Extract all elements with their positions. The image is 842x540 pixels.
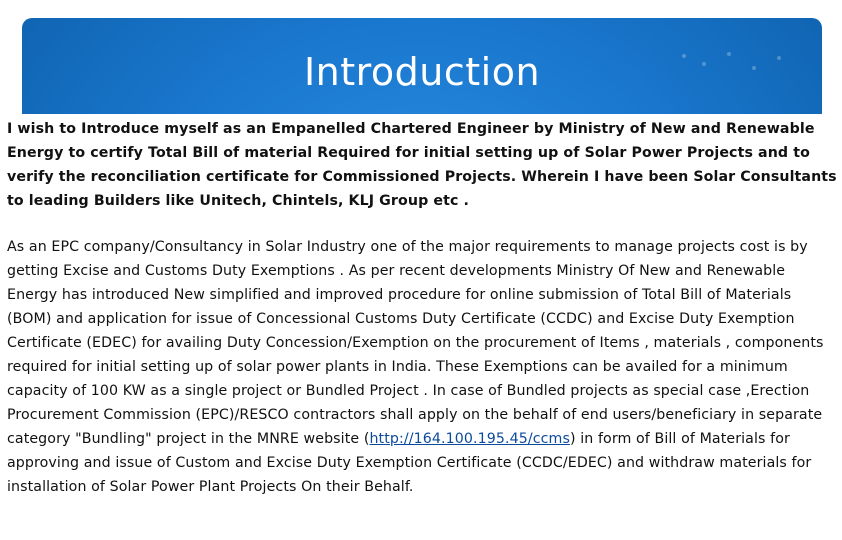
slide-title: Introduction bbox=[303, 50, 541, 94]
details-paragraph bbox=[7, 235, 837, 499]
intro-paragraph: I wish to Introduce myself as an Empanelled Chartered Engineer by Ministry of New and Renewable Energy to certify Total Bill of material Required for initial setting up of Solar Power Projects and to verify the reconciliation certificate for Commissioned Projects. Wherein I have been Solar Consultants to leading Builders like Unitech, Chintels, KLJ Group etc . bbox=[7, 121, 837, 209]
details-text-end: ) in form of Bill of Materials for approving and issue of Custom and Excise Duty Exemption Certificate (CCDC/EDEC) and withdraw materials for installation of Solar Power Plant Projects On their Behalf. bbox=[7, 431, 812, 495]
slide-body bbox=[7, 117, 837, 499]
mnre-website-link[interactable]: http://164.100.195.45/ccms bbox=[369, 431, 570, 447]
details-text-start: As an EPC company/Consultancy in Solar Industry one of the major requirements to manage projects cost is by getting Excise and Customs Duty Exemptions . As per recent developments Ministry Of New and Renewable Energy has introduced New simplified and improved procedure for online submission of Total Bill of Materials (BOM) and application for issue of Concessional Customs Duty Certificate (CCDC) and Excise Duty Exemption Certificate (EDEC) for availing Duty Concession/Exemption on the procurement of Items , materials , components required for initial setting up of solar power plants in India. These Exemptions can be availed for a minimum capacity of 100 KW as a single project or Bundled Project . In case of Bundled projects as special case ,Erection Procurement Commission (EPC)/RESCO contractors shall apply on the behalf of end users/beneficiary in separate category "Bundling" project in the MNRE website ( bbox=[7, 239, 824, 447]
